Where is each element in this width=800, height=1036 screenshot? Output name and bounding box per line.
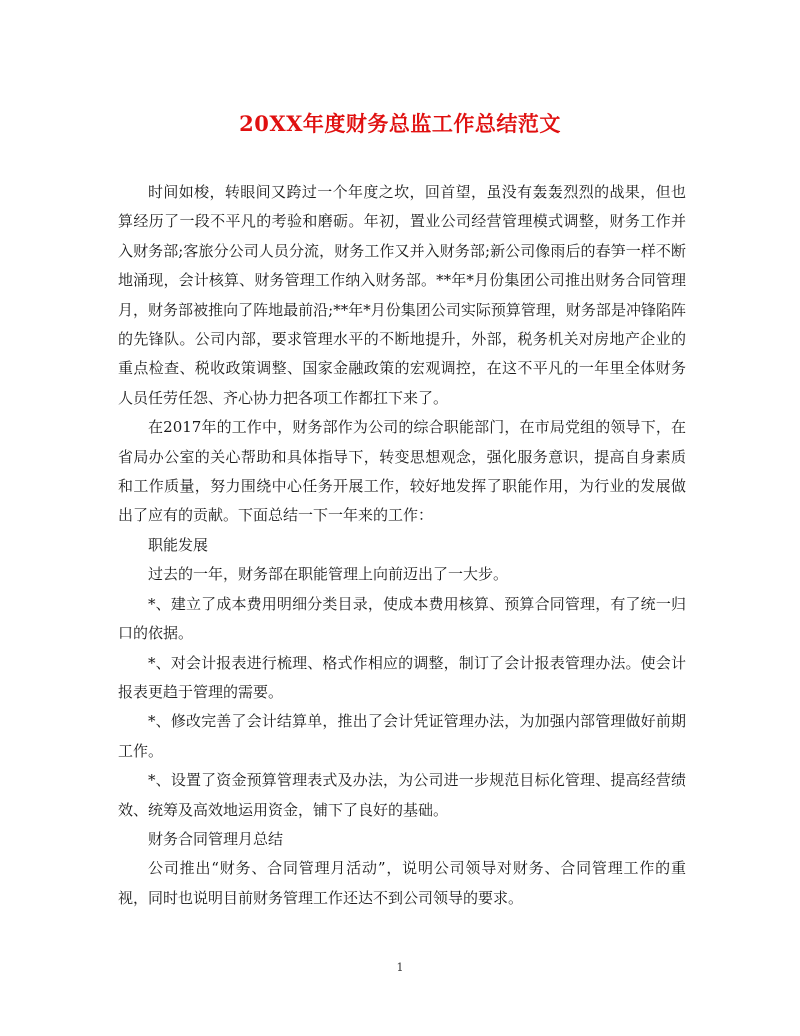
page-number: 1 <box>396 961 404 974</box>
list-item: *、设置了资金预算管理表式及办法，为公司进一步规范目标化管理、提高经营绩效、统筹及高效地运用资金，铺下了良好的基础。 <box>118 771 686 819</box>
list-item: *、修改完善了会计结算单，推出了会计凭证管理办法，为加强内部管理做好前期工作。 <box>118 712 686 760</box>
section-heading-contract-month: 财务合同管理月总结 <box>148 829 284 848</box>
document-body <box>118 178 686 913</box>
paragraph-intro: 时间如梭，转眼间又跨过一个年度之坎，回首望，虽没有轰轰烈烈的战果，但也算经历了一段不平凡的考验和磨砺。年初，置业公司经营管理模式调整，财务工作并入财务部;客旅分公司人员分流，财务工作又并入财务部;新公司像雨后的春笋一样不断地涌现，会计核算、财务管理工作纳入财务部。**年*月份集团公司推出财务合同管理月，财务部被推向了阵地最前沿;**年*月份集团公司实际预算管理，财务部是冲锋陷阵的先锋队。公司内部，要求管理水平的不断地提升，外部，税务机关对房地产企业的重点检查、税收政策调整、国家金融政策的宏观调控，在这不平凡的一年里全体财务人员任劳任怨、齐心协力把各项工作都扛下来了。 <box>118 183 686 407</box>
list-item: *、建立了成本费用明细分类目录，使成本费用核算、预算合同管理，有了统一归口的依据。 <box>118 594 686 643</box>
list-item: *、对会计报表进行梳理、格式作相应的调整，制订了会计报表管理办法。使会计报表更趋于管理的需要。 <box>118 653 686 701</box>
document-title: 20XX年度财务总监工作总结范文 <box>239 111 561 136</box>
paragraph-function-summary: 过去的一年，财务部在职能管理上向前迈出了一大步。 <box>148 565 509 584</box>
section-heading-function: 职能发展 <box>148 535 209 554</box>
paragraph-overview: 在2017年的工作中，财务部作为公司的综合职能部门，在市局党组的领导下，在省局办公室的关心帮助和具体指导下，转变思想观念，强化服务意识，提高自身素质和工作质量，努力围绕中心任务开展工作，较好地发挥了职能作用，为行业的发展做出了应有的贡献。下面总结一下一年来的工作： <box>118 418 686 525</box>
paragraph-contract-month: 公司推出“财务、合同管理月活动”，说明公司领导对财务、合同管理工作的重视，同时也说明目前财务管理工作还达不到公司领导的要求。 <box>118 859 686 907</box>
